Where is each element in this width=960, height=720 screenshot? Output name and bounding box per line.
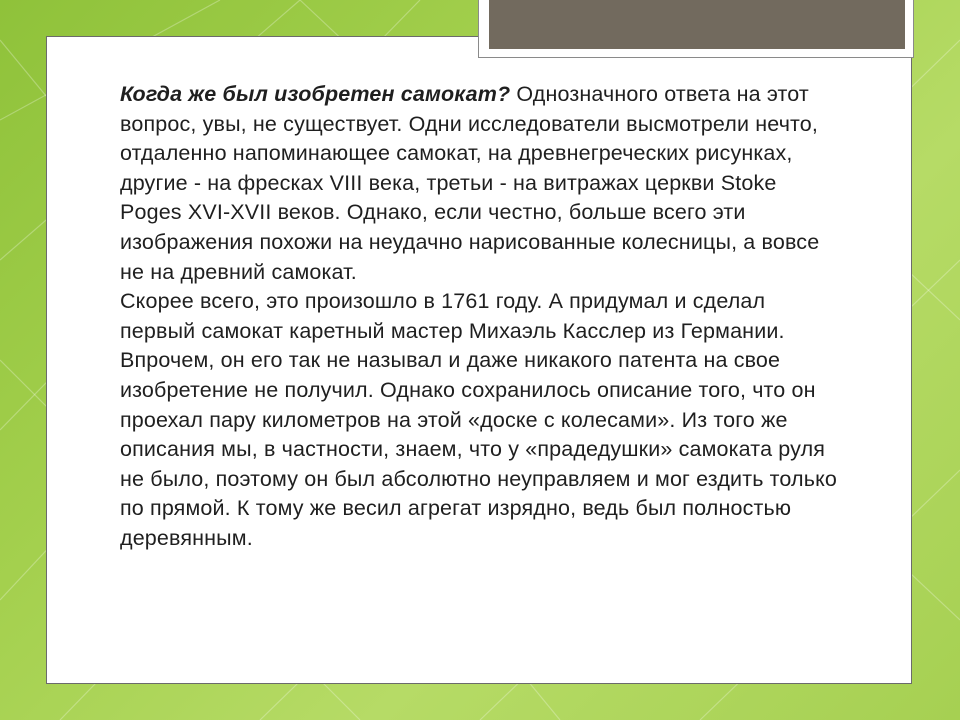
paragraph-1	[120, 80, 840, 287]
slide-text-body	[120, 80, 840, 554]
paragraph-2: Скорее всего, это произошло в 1761 году. А придумал и сделал первый самокат каретный мастер Михаэль Касслер из Германии. Впрочем, он его так не называл и даже никакого патента на свое изобретение не получил. Однако сохранилось описание того, что он проехал пару километров на этой «доске с колесами». Из того же описания мы, в частности, знаем, что у «прадедушки» самоката руля не было, поэтому он был абсолютно неуправляем и мог ездить только по прямой. К тому же весил агрегат изрядно, ведь был полностью деревянным.	[120, 289, 838, 550]
paragraph-1-text: Однозначного ответа на этот вопрос, увы, не существует. Одни исследователи высмотрели нечто, отдаленно напоминающее самокат, на древнегреческих рисунках, другие - на фресках VIII века, третьи - на витражах церкви Stoke Poges XVI-XVII веков. Однако, если честно, больше всего эти изображения похожи на неудачно нарисованные колесницы, а вовсе не на древний самокат.	[120, 82, 820, 284]
question-heading: Когда же был изобретен самокат?	[120, 82, 511, 106]
title-placeholder-bar	[489, 0, 905, 49]
